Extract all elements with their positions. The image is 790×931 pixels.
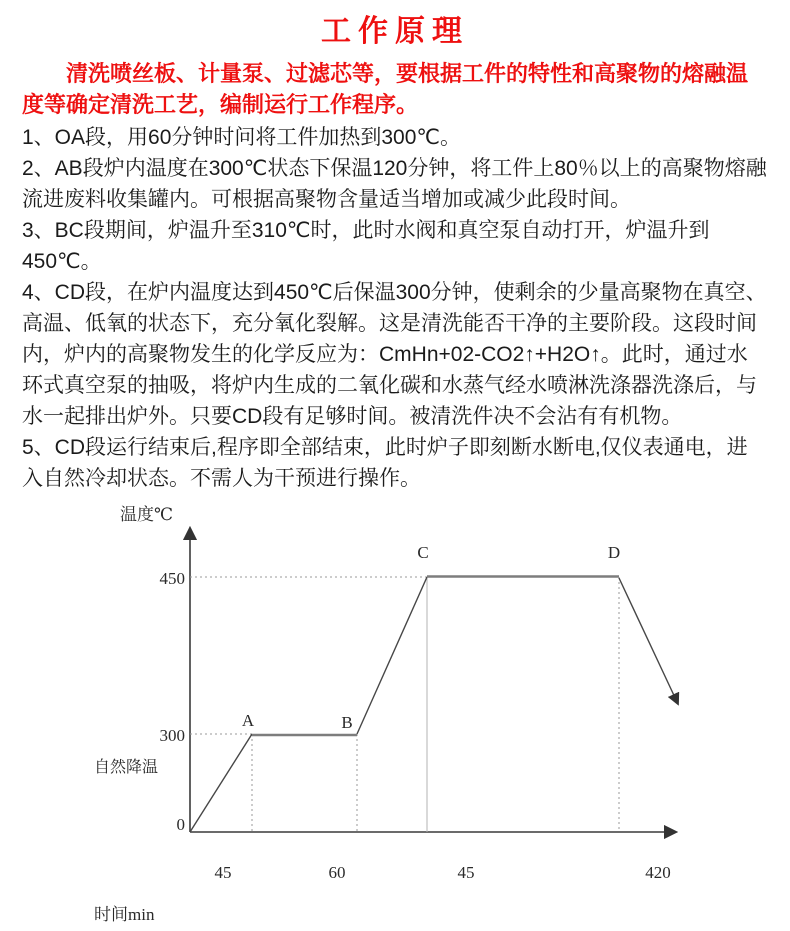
x-tick-60: 60 <box>328 863 346 882</box>
procedure-step-3: 3、BC段期间，炉温升至310℃时，此时水阀和真空泵自动打开，炉温升到450℃。 <box>22 219 710 273</box>
segment-oa <box>190 734 252 832</box>
procedure-step-1: 1、OA段，用60分钟时问将工件加热到300℃。 <box>22 126 461 149</box>
tick-0: 0 <box>176 815 185 834</box>
page-title: 工作原理 <box>321 15 469 48</box>
chart-canvas <box>22 496 768 926</box>
x-tick-45-first: 45 <box>214 863 232 882</box>
x-tick-420: 420 <box>645 863 671 882</box>
procedure-step-5: 5、CD段运行结束后,程序即全部结束，此时炉子即刻断水断电,仅仪表通电，进入自然冷却状态。不需人为干预进行操作。 <box>22 436 748 490</box>
procedure-step-2: 2、AB段炉内温度在300℃状态下保温120分钟，将工件上80％以上的高聚物熔融流进废料收集罐内。可根据高聚物含量适当增加或减少此段时间。 <box>22 157 767 211</box>
tick-300: 300 <box>159 726 185 745</box>
natural-cooling-label: 自然降温 <box>94 759 159 776</box>
y-axis-label: 温度℃ <box>120 505 174 524</box>
point-label-b: B <box>341 713 353 732</box>
tick-450: 450 <box>159 569 185 588</box>
intro-paragraph: 清洗喷丝板、计量泵、过滤芯等，要根据工件的特性和高聚物的熔融温度等确定清洗工艺，编制运行工作程序。 <box>22 61 749 117</box>
document-page <box>0 6 790 926</box>
cooling-line <box>619 578 678 704</box>
x-axis-label: 时间min <box>94 905 155 924</box>
point-label-c: C <box>417 543 429 562</box>
procedure-step-4: 4、CD段，在炉内温度达到450℃后保温300分钟，使剩余的少量高聚物在真空、高温、低氧的状态下，充分氧化裂解。这是清洗能否干净的主要阶段。这段时间内，炉内的高聚物发生的化学反应为：CmHn+02-CO2↑+H2O↑。此时，通过水环式真空泵的抽吸，将炉内生成的二氧化碳和水蒸气经水喷淋洗涤器洗涤后，与水一起排出炉外。只要CD段有足够时间。被清洗件决不会沾有有机物。 <box>22 281 767 428</box>
point-label-d: D <box>607 543 621 562</box>
x-tick-45-second: 45 <box>457 863 475 882</box>
temperature-profile-chart <box>22 496 768 931</box>
segment-bc <box>357 577 427 734</box>
point-label-a: A <box>241 711 255 730</box>
